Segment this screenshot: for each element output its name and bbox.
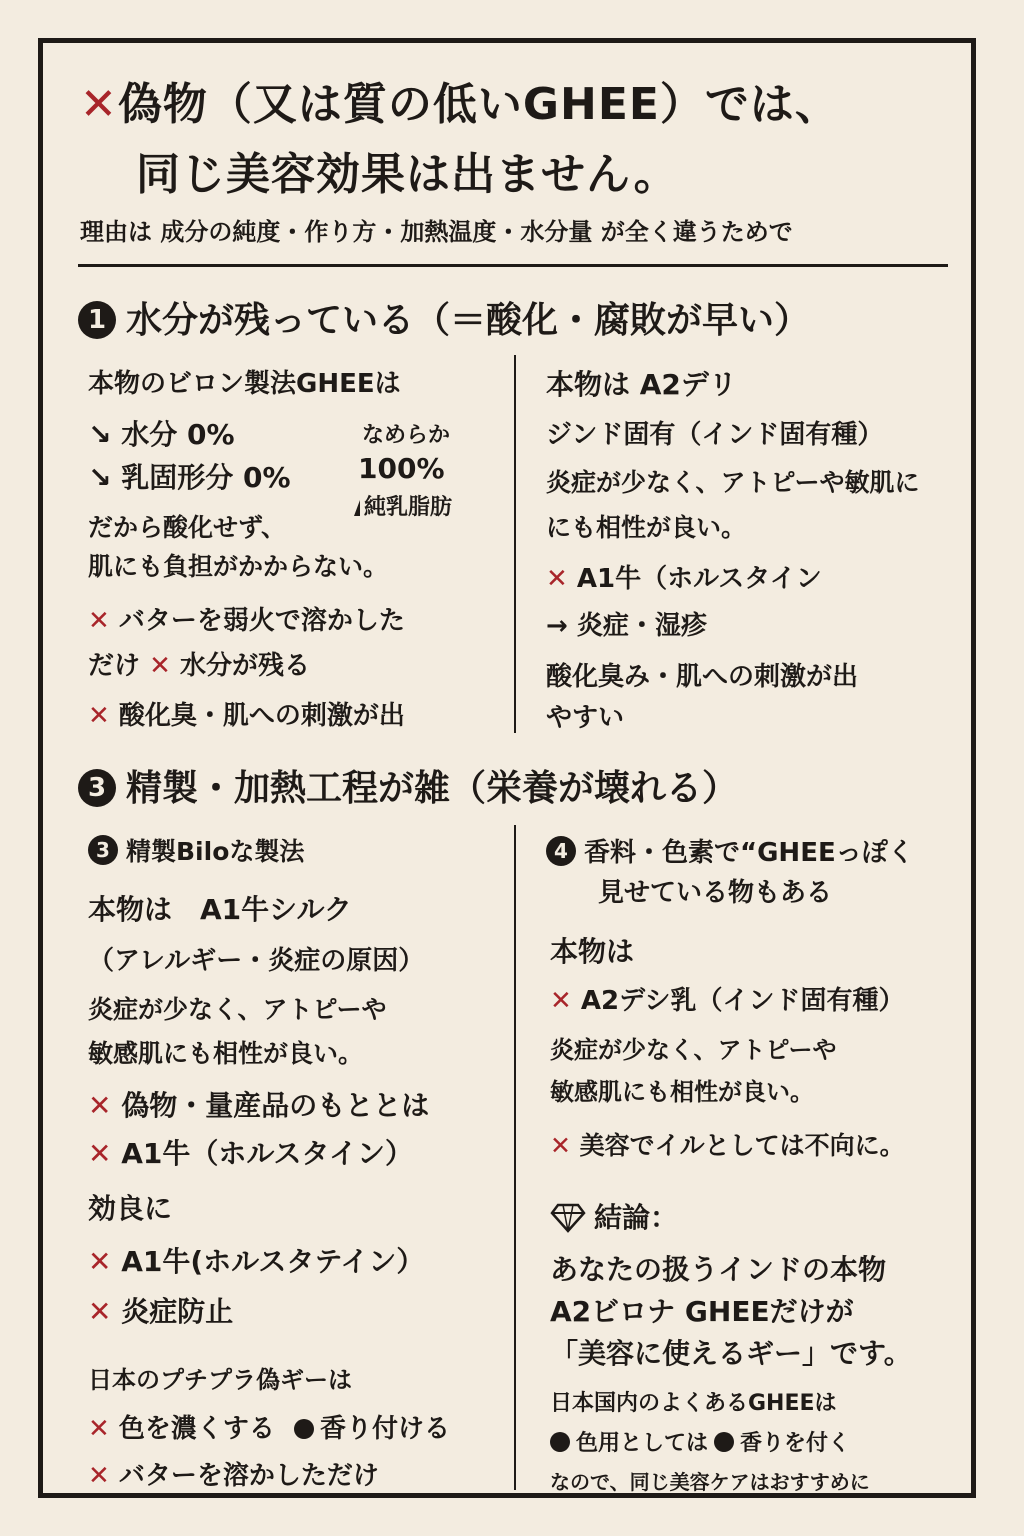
x-mark-icon: ✕: [88, 1461, 110, 1491]
s2-right-subheading1: [546, 832, 914, 869]
note-line1: 日本国内のよくあるGHEEは: [550, 1391, 837, 1416]
s2-right-subheading1-text: 香料・色素で“GHEEっぽく: [584, 838, 914, 868]
conclusion-label: 結論：: [594, 1201, 679, 1234]
diamond-icon: [550, 1203, 586, 1233]
s2-left-x6: バターを溶かしただけ: [118, 1461, 379, 1491]
bullet-dot-icon: [714, 1432, 734, 1452]
s1-left-line2: 肌にも負担がかからない。: [88, 552, 389, 581]
conclusion-label-row: [550, 1196, 678, 1236]
s1-right-x1-row: [546, 558, 822, 595]
s2-left-subheading: [88, 832, 304, 868]
number-badge-icon: 4: [546, 836, 576, 866]
s2-left-line4: 敏感肌にも相性が良い。: [88, 1039, 364, 1068]
s1-right-line2: ジンド固有（インド固有種）: [546, 420, 884, 450]
x-mark-icon: ✕: [80, 79, 118, 130]
s2-left-x4: 炎症防止: [121, 1295, 234, 1328]
x-mark-icon: ✕: [88, 1089, 112, 1122]
number-badge-icon: 1: [78, 301, 116, 339]
bullet-dot-icon: [550, 1432, 570, 1452]
divider: [78, 264, 948, 267]
s1-right-line6: やすい: [546, 703, 625, 733]
s2-left-line6: 日本のプチプラ偽ギーは: [88, 1366, 352, 1394]
s2-left-x5a: 色を濃くする: [118, 1414, 275, 1444]
s2-left-subheading-text: 精製Biloな製法: [126, 837, 305, 866]
s2-right-x2-row: [550, 1126, 905, 1162]
s1-right-line3: 炎症が少なく、アトピーや敏肌に: [546, 468, 920, 497]
s2-left-x5b: 香り付ける: [319, 1414, 450, 1444]
note-line3: なので、同じ美容ケアはおすすめに: [550, 1470, 870, 1494]
s2-left-x2: A1牛（ホルスタイン）: [121, 1137, 413, 1170]
s1-left-intro: 本物のビロン製法GHEEは: [88, 369, 401, 399]
triangle-icon: [354, 500, 360, 516]
conclusion-line1: あなたの扱うインドの本物: [550, 1253, 887, 1286]
conclusion-line3: 「美容に使えるギー」です。: [550, 1337, 912, 1370]
s2-left-x4-row: [88, 1290, 233, 1330]
x-mark-icon: ✕: [88, 606, 110, 636]
title-text-1: 偽物（又は質の低いGHEE）では、: [117, 79, 840, 130]
s1-left-side2: 100%: [358, 452, 445, 485]
conclusion-line2: A2ビロナ GHEEだけが: [550, 1295, 854, 1328]
s1-left-line1: だから酸化せず、: [88, 513, 287, 542]
s2-right-line2: 炎症が少なく、アトピーや: [550, 1036, 837, 1064]
page-subtitle: 理由は 成分の純度・作り方・加熱温度・水分量 が全く違うためで: [80, 218, 793, 246]
s1-left-x2-row: [88, 695, 405, 732]
s2-right-subheading2: 見せている物もある: [598, 878, 833, 908]
s2-left-line5: 効良に: [88, 1192, 173, 1225]
s1-right-x1: A1牛（ホルスタイン: [576, 564, 822, 594]
s1-left-x1a-row: [88, 600, 405, 637]
section2-heading-text: 精製・加熱工程が雑（栄養が壊れる）: [126, 768, 739, 809]
s2-left-x3-row: [88, 1240, 424, 1280]
note-line2a: 色用としては: [576, 1431, 709, 1456]
s1-left-x1b-row: [88, 645, 310, 682]
s1-left-side3-row: [354, 490, 452, 521]
x-mark-icon: ✕: [550, 986, 572, 1016]
s2-left-x6-row: [88, 1455, 379, 1492]
s1-left-x1b: 水分が残る: [179, 651, 310, 681]
s2-left-x1-row: [88, 1084, 429, 1124]
s1-right-line4: にも相性が良い。: [546, 513, 747, 542]
x-mark-icon: ✕: [546, 564, 568, 594]
s1-left-x2: 酸化臭・肌への刺激が出: [118, 701, 405, 731]
s2-right-line1: 本物は: [550, 935, 635, 968]
s1-left-item2: ↘ 乳固形分 0%: [88, 461, 291, 494]
x-mark-icon: ✕: [550, 1131, 571, 1160]
section1-heading-text: 水分が残っている（＝酸化・腐敗が早い）: [126, 300, 811, 341]
s1-right-arrow: → 炎症・湿疹: [546, 611, 707, 641]
x-mark-icon: ✕: [88, 701, 110, 731]
s2-right-x1-row: [550, 980, 905, 1017]
s1-left-x1b-prefix: だけ: [88, 651, 141, 681]
bullet-dot-icon: [294, 1419, 314, 1439]
x-mark-icon: ✕: [88, 1137, 112, 1170]
page-title-line1: [80, 68, 840, 132]
s2-left-x5-row: [88, 1408, 450, 1445]
page-title-line2: 同じ美容効果は出ません。: [136, 149, 679, 200]
section2-heading: [78, 760, 738, 811]
s1-left-item1: ↘ 水分 0%: [88, 418, 235, 451]
number-badge-icon: 3: [78, 769, 116, 807]
s1-left-x1a: バターを弱火で溶かした: [118, 606, 405, 636]
s2-left-line2: （アレルギー・炎症の原因）: [88, 946, 425, 976]
number-badge-icon: 3: [88, 835, 118, 865]
s1-left-side3: 純乳脂肪: [364, 495, 453, 520]
x-mark-icon: ✕: [88, 1245, 112, 1278]
x-mark-icon: ✕: [88, 1414, 110, 1444]
column-divider-1: [514, 355, 516, 733]
note-line2b: 香りを付く: [740, 1431, 851, 1456]
s2-left-line1: 本物は A1牛シルク: [88, 893, 352, 926]
section1-heading: [78, 292, 810, 343]
x-mark-icon: ✕: [88, 1295, 112, 1328]
s2-left-line3: 炎症が少なく、アトピーや: [88, 995, 387, 1024]
s1-right-line5: 酸化臭み・肌への刺激が出: [546, 662, 859, 692]
s2-right-line3: 敏感肌にも相性が良い。: [550, 1078, 814, 1106]
s2-right-x2: 美容でイルとしては不向に。: [579, 1131, 905, 1160]
column-divider-2: [514, 825, 516, 1490]
s2-left-x1: 偽物・量産品のもととは: [121, 1089, 430, 1122]
s2-right-x1: A2デシ乳（インド固有種）: [580, 986, 905, 1016]
s2-left-x2-row: [88, 1132, 413, 1172]
x-mark-icon: ✕: [149, 651, 171, 681]
s2-left-x3: A1牛(ホルスタテイン）: [121, 1245, 425, 1278]
s1-right-line1: 本物は A2デリ: [546, 368, 737, 401]
s1-left-side1: なめらか: [362, 423, 451, 448]
note-line2-row: [550, 1426, 850, 1457]
